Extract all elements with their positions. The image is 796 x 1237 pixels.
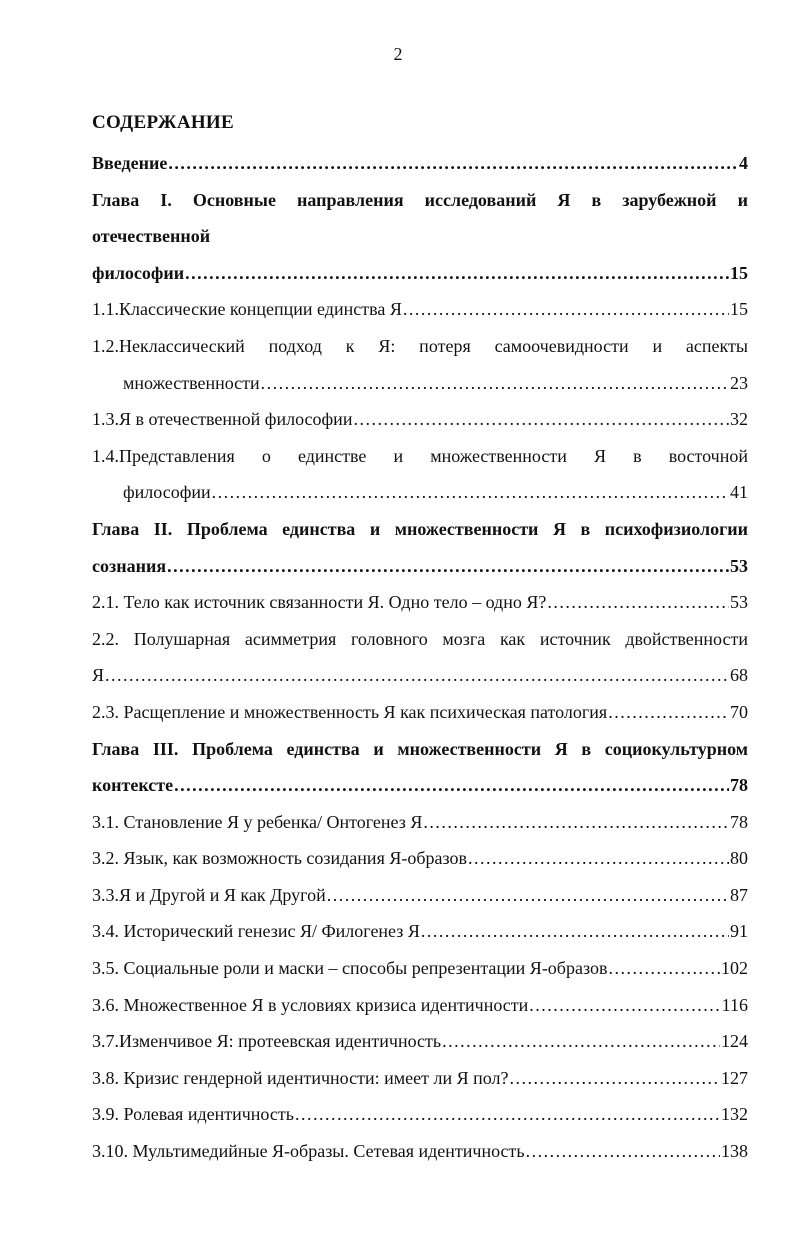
toc-leader-dots <box>327 877 729 914</box>
toc-leader-dots <box>529 987 720 1024</box>
toc-entry-text: 3.1. Становление Я у ребенка/ Онтогенез Я <box>92 811 423 832</box>
toc-entry-page: 138 <box>721 1141 748 1162</box>
toc-entry-page: 91 <box>730 921 748 942</box>
toc-leader-dots <box>423 804 729 841</box>
toc-leader-dots <box>212 474 729 511</box>
toc-entry <box>92 1023 748 1060</box>
toc-entry-page: 78 <box>730 811 748 832</box>
toc-entry-text: Глава III. Проблема единства и множественности Я в социокультурном <box>92 738 748 759</box>
toc-leader-dots <box>105 657 729 694</box>
toc-leader-dots <box>261 365 729 402</box>
toc-entry <box>92 694 748 731</box>
toc-entry <box>92 182 748 219</box>
toc-leader-dots <box>608 950 720 987</box>
toc-leader-dots <box>403 291 729 328</box>
toc-entry-page: 53 <box>730 555 748 576</box>
toc-leader-dots <box>421 913 729 950</box>
toc-entry-text: 3.3.Я и Другой и Я как Другой <box>92 884 326 905</box>
toc-entry-text: 3.7.Изменчивое Я: протеевская идентичность <box>92 1031 442 1052</box>
toc-entry-text: 3.5. Социальные роли и маски – способы репрезентации Я-образов <box>92 958 608 979</box>
toc-entry-text: 3.10. Мультимедийные Я-образы. Сетевая идентичность <box>92 1141 525 1162</box>
toc-leader-dots <box>167 548 729 585</box>
toc-entry <box>92 950 748 987</box>
toc-entry-text: 1.1.Классические концепции единства Я <box>92 299 402 320</box>
toc-entry <box>92 767 748 804</box>
toc-entry-page: 32 <box>730 409 748 430</box>
toc-entry-text: 3.9. Ролевая идентичность <box>92 1104 294 1125</box>
toc-entry <box>92 145 748 182</box>
toc-entry <box>92 1060 748 1097</box>
toc-leader-dots <box>509 1060 720 1097</box>
toc-entry-text: 1.2.Неклассический подход к Я: потеря самоочевидности и аспекты <box>92 335 748 356</box>
toc-entry <box>92 913 748 950</box>
toc-entry-text: 2.3. Расщепление и множественность Я как психическая патология <box>92 701 608 722</box>
toc-leader-dots <box>547 584 729 621</box>
toc-entry-page: 4 <box>739 153 748 173</box>
toc-entry <box>92 657 748 694</box>
toc-entry-page: 127 <box>721 1067 748 1088</box>
toc-entry-text: 3.6. Множественное Я в условиях кризиса идентичности <box>92 994 529 1015</box>
toc-entry-text: Введение <box>92 153 168 173</box>
toc-entry-text: 1.3.Я в отечественной философии <box>92 409 353 430</box>
toc-entry-text: 2.1. Тело как источник связанности Я. Одно тело – одно Я? <box>92 592 547 613</box>
toc-entry <box>92 255 748 292</box>
toc-entry <box>92 511 748 548</box>
toc-entry-page: 15 <box>730 262 748 283</box>
toc-leader-dots <box>185 255 729 292</box>
toc-leader-dots <box>174 767 729 804</box>
toc-entry <box>92 731 748 768</box>
toc-entry-text: 3.2. Язык, как возможность созидания Я-образов <box>92 848 467 869</box>
toc-entry <box>92 438 748 475</box>
toc-entry-text: отечественной <box>92 226 211 247</box>
toc-entry <box>92 328 748 365</box>
toc-entry-text: философии <box>123 482 211 503</box>
toc-entry-text: 2.2. Полушарная асимметрия головного мозга как источник двойственности <box>92 628 748 649</box>
toc-entry-text: 3.4. Исторический генезис Я/ Филогенез Я <box>92 921 420 942</box>
toc-leader-dots <box>168 145 738 182</box>
toc-entry-page: 70 <box>730 701 748 722</box>
toc-entry <box>92 987 748 1024</box>
toc-leader-dots <box>353 401 729 438</box>
toc-entry-text: 1.4.Представления о единстве и множественности Я в восточной <box>92 445 748 466</box>
toc-entry-page: 87 <box>730 884 748 905</box>
toc-entry <box>92 804 748 841</box>
toc-entry-page: 53 <box>730 592 748 613</box>
toc-entry-page: 124 <box>721 1031 748 1052</box>
toc-entry-page: 80 <box>730 848 748 869</box>
page-number: 2 <box>393 44 403 64</box>
toc-leader-dots <box>468 840 729 877</box>
toc-entry-text: контексте <box>92 775 174 796</box>
toc-entry-page: 15 <box>730 299 748 320</box>
toc-entry <box>92 877 748 914</box>
toc-entry <box>92 621 748 658</box>
toc-entry-text: Глава I. Основные направления исследований Я в зарубежной и <box>92 189 748 210</box>
toc-entry <box>92 291 748 328</box>
toc-entry <box>92 1096 748 1133</box>
toc-entry <box>92 840 748 877</box>
toc-entry-page: 23 <box>730 372 748 393</box>
toc-entry-text: Я <box>92 665 105 686</box>
toc-entry-text: 3.8. Кризис гендерной идентичности: имеет ли Я пол? <box>92 1067 509 1088</box>
toc-entry-text: философии <box>92 262 185 283</box>
toc-entry-text: сознания <box>92 555 167 576</box>
toc-entry-text: множественности <box>123 372 260 393</box>
toc-entry <box>92 218 748 255</box>
toc-entry <box>92 584 748 621</box>
toc-entry-page: 41 <box>730 482 748 503</box>
toc-entry <box>92 365 748 402</box>
toc-entry-page: 132 <box>721 1104 748 1125</box>
toc-title: СОДЕРЖАНИЕ <box>92 112 234 133</box>
toc-entry <box>92 474 748 511</box>
toc-entry-page: 78 <box>730 775 748 796</box>
toc-leader-dots <box>526 1133 720 1170</box>
toc-entry <box>92 548 748 585</box>
toc-entry <box>92 401 748 438</box>
toc-leader-dots <box>295 1096 720 1133</box>
toc-entry-text: Глава II. Проблема единства и множественности Я в психофизиологии <box>92 518 748 539</box>
toc-leader-dots <box>608 694 729 731</box>
toc-entry-page: 116 <box>721 994 748 1015</box>
table-of-contents <box>92 145 748 1170</box>
toc-entry-page: 102 <box>721 958 748 979</box>
toc-entry <box>92 1133 748 1170</box>
toc-entry-page: 68 <box>730 665 748 686</box>
toc-leader-dots <box>442 1023 720 1060</box>
